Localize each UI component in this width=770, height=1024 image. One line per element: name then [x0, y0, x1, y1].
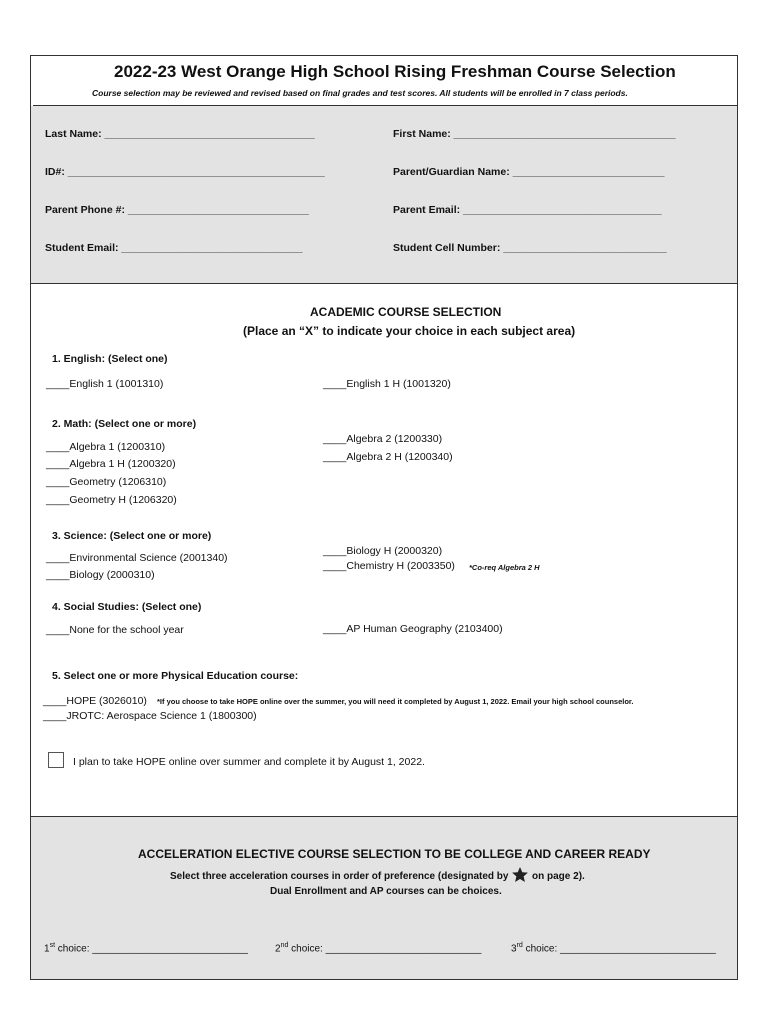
id-field[interactable]: ID#: ____________________________________________ — [45, 166, 325, 178]
parent-name-field[interactable]: Parent/Guardian Name: __________________________ — [393, 166, 665, 178]
pe-label: 5. Select one or more Physical Education course: — [52, 670, 299, 682]
jrotc-option[interactable]: ____JROTC: Aerospace Science 1 (1800300) — [43, 710, 257, 722]
parent-email-field[interactable]: Parent Email: __________________________________ — [393, 204, 662, 216]
second-choice-blank: choice: ____________________________ — [288, 943, 482, 955]
english-1h-option[interactable]: ____English 1 H (1001320) — [323, 378, 451, 390]
chemistry-h-option[interactable]: ____Chemistry H (2003350) — [323, 560, 455, 572]
second-choice-field[interactable] — [275, 942, 481, 954]
acceleration-line-1-start: Select three acceleration courses in order of preference (designated by — [170, 871, 509, 882]
academic-instruction: (Place an “X” to indicate your choice in each subject area) — [243, 324, 576, 338]
geometry-h-option[interactable]: ____Geometry H (1206320) — [46, 494, 177, 506]
hope-online-checkbox-label: I plan to take HOPE online over summer and complete it by August 1, 2022. — [73, 756, 425, 768]
hope-online-checkbox[interactable] — [48, 752, 64, 768]
acceleration-line-1-end: on page 2). — [532, 871, 585, 882]
first-choice-blank: choice: ____________________________ — [55, 943, 248, 955]
last-name-field[interactable]: Last Name: ____________________________________ — [45, 128, 315, 140]
math-label: 2. Math: (Select one or more) — [52, 418, 197, 430]
algebra-2-option[interactable]: ____Algebra 2 (1200330) — [323, 433, 443, 445]
english-label: 1. English: (Select one) — [52, 353, 168, 365]
star-icon — [512, 867, 528, 882]
third-choice-field[interactable] — [511, 942, 716, 954]
third-choice-number: 3 — [511, 943, 517, 955]
second-choice-number: 2 — [275, 943, 281, 955]
science-label: 3. Science: (Select one or more) — [52, 530, 212, 542]
ap-human-geography-option[interactable]: ____AP Human Geography (2103400) — [323, 623, 503, 635]
chemistry-coreq-note: *Co-req Algebra 2 H — [469, 563, 540, 572]
social-studies-label: 4. Social Studies: (Select one) — [52, 601, 202, 613]
none-option[interactable]: ____None for the school year — [46, 624, 184, 636]
hope-option[interactable]: ____HOPE (3026010) — [43, 695, 147, 707]
algebra-1-option[interactable]: ____Algebra 1 (1200310) — [46, 441, 166, 453]
acceleration-section — [31, 816, 737, 979]
algebra-2h-option[interactable]: ____Algebra 2 H (1200340) — [323, 451, 453, 463]
hope-note: *If you choose to take HOPE online over the summer, you will need it completed by August 1, 2022. Email your high school counselor. — [157, 697, 634, 706]
student-cell-field[interactable]: Student Cell Number: ____________________________ — [393, 242, 667, 254]
third-choice-suffix: rd — [516, 942, 523, 949]
algebra-1h-option[interactable]: ____Algebra 1 H (1200320) — [46, 458, 176, 470]
english-1-option[interactable]: ____English 1 (1001310) — [46, 378, 164, 390]
environmental-science-option[interactable]: ____Environmental Science (2001340) — [46, 552, 228, 564]
third-choice-blank: choice: ____________________________ — [522, 943, 716, 955]
first-choice-field[interactable] — [44, 942, 248, 954]
page-subtitle: Course selection may be reviewed and revised based on final grades and test scores. All students will be enrolled in 7 class periods. — [92, 88, 628, 98]
first-choice-suffix: st — [49, 942, 56, 949]
parent-phone-field[interactable]: Parent Phone #: _______________________________ — [45, 204, 309, 216]
student-email-field[interactable]: Student Email: _______________________________ — [45, 242, 303, 254]
second-choice-suffix: nd — [280, 942, 289, 949]
page-title: 2022-23 West Orange High School Rising Freshman Course Selection — [114, 62, 676, 81]
acceleration-heading: ACCELERATION ELECTIVE COURSE SELECTION TO BE COLLEGE AND CAREER READY — [138, 847, 651, 861]
biology-option[interactable]: ____Biology (2000310) — [46, 569, 155, 581]
geometry-option[interactable]: ____Geometry (1206310) — [46, 476, 167, 488]
biology-h-option[interactable]: ____Biology H (2000320) — [323, 545, 443, 557]
academic-heading: ACADEMIC COURSE SELECTION — [310, 305, 502, 319]
acceleration-line-2: Dual Enrollment and AP courses can be choices. — [270, 886, 502, 897]
acceleration-line-1 — [170, 867, 585, 882]
first-name-field[interactable]: First Name: ______________________________________ — [393, 128, 676, 140]
first-choice-number: 1 — [44, 943, 50, 955]
